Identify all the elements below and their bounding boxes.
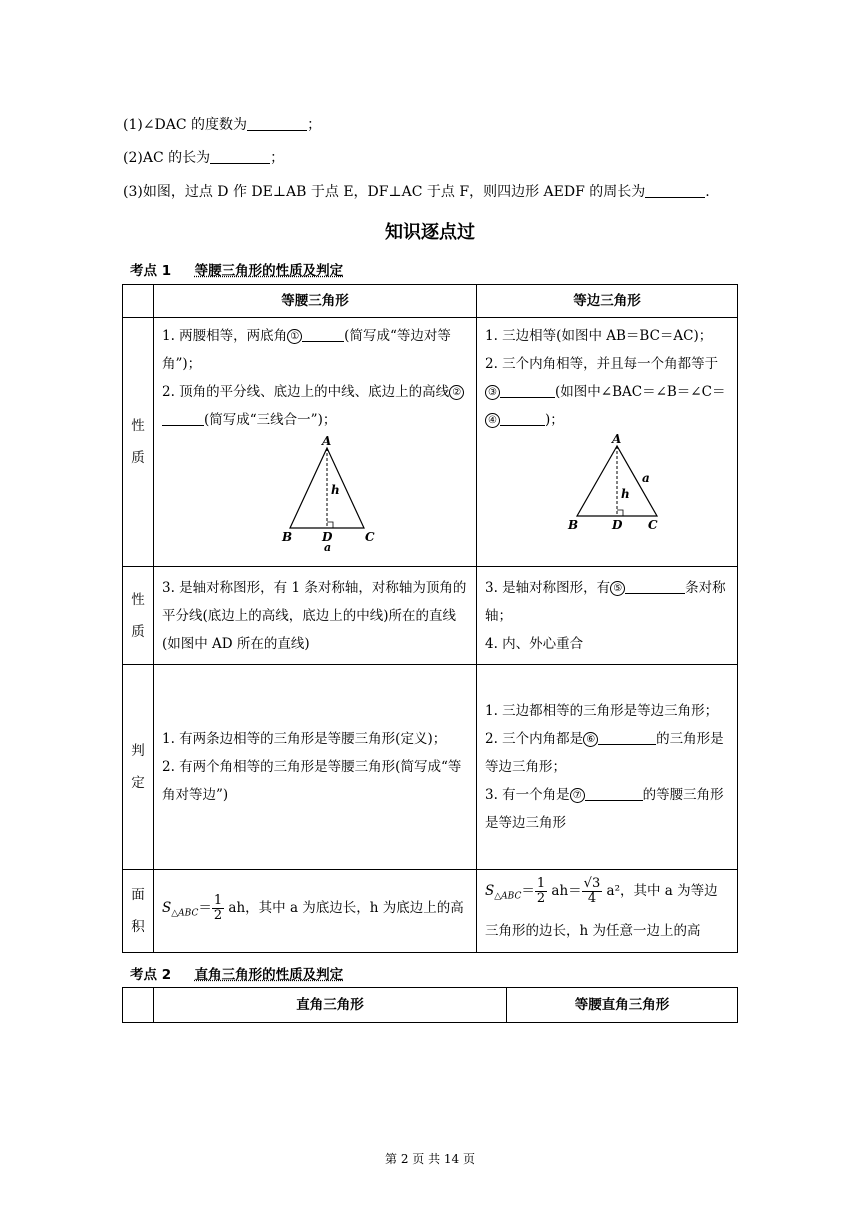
blank-number: ③ <box>485 385 500 400</box>
numerator: √3 <box>583 876 601 891</box>
numerator: 1 <box>213 893 223 908</box>
isosceles-property-1 <box>162 322 468 378</box>
label-a-vertex: A <box>612 432 622 446</box>
denominator: 2 <box>213 908 223 923</box>
col-header-right-triangle: 直角三角形 <box>154 988 507 1023</box>
label-c-vertex: C <box>365 530 375 544</box>
denominator: 2 <box>536 891 546 906</box>
blank-number: ⑥ <box>583 732 598 747</box>
text: 2. 顶角的平分线、底边上的中线、底边上的高线 <box>162 384 450 400</box>
text: 3. 有一个角是 <box>485 787 570 803</box>
text: 的等腰三角形是等边三角形 <box>485 787 724 831</box>
answer-blank <box>210 149 270 164</box>
equals: ＝ <box>521 883 535 899</box>
text: (简写成“等边对等角”)； <box>162 328 451 372</box>
col-header-isosceles-right-triangle: 等腰直角三角形 <box>507 988 738 1023</box>
answer-blank <box>598 730 656 745</box>
question-suffix: . <box>705 184 710 200</box>
label-side: a <box>642 471 650 485</box>
label-c-vertex: C <box>648 518 658 532</box>
blank-number: ⑦ <box>570 788 585 803</box>
section-title: 知识逐点过 <box>385 222 475 243</box>
row-header-properties-2 <box>123 567 154 665</box>
equilateral-property-3 <box>485 574 729 630</box>
text: (简写成“三线合一”)； <box>204 412 337 428</box>
equals: ＝ <box>198 900 212 916</box>
text: 3. 是轴对称图形，有 <box>485 579 611 596</box>
question-suffix: ； <box>307 117 322 133</box>
equilateral-property-4: 4. 内、外心重合 <box>485 635 584 652</box>
area-subscript: △ABC <box>171 908 199 919</box>
fraction-one-half <box>212 894 224 923</box>
kaodian-title: 直角三角形的性质及判定 <box>194 967 344 983</box>
properties-table <box>122 284 738 953</box>
col-header-isosceles: 等腰三角形 <box>154 285 477 318</box>
row-header-properties <box>123 318 154 567</box>
text: 条对称轴； <box>485 579 726 624</box>
row-header-text: 性质 <box>131 591 145 640</box>
label-d-point: D <box>612 518 623 532</box>
page-footer: 第 2 页 共 14 页 <box>385 1152 475 1166</box>
equilateral-determination-3 <box>485 781 729 837</box>
text: a²，其中 a 为等边三角形的边长，h 为任意一边上的高 <box>485 883 718 939</box>
row-header-determination <box>123 665 154 870</box>
answer-blank <box>645 183 705 198</box>
text: (如图中∠BAC＝∠B＝∠C＝ <box>555 384 726 400</box>
answer-blank <box>585 786 643 801</box>
equilateral-property-2 <box>485 350 729 434</box>
isosceles-determination-2: 2. 有两个角相等的三角形是等腰三角形(简写成“等角对等边”) <box>162 759 462 803</box>
answer-blank <box>500 411 545 426</box>
kaodian-1-heading <box>130 259 343 279</box>
equilateral-symmetry-cell <box>477 567 738 665</box>
isosceles-determination-1: 1. 有两条边相等的三角形是等腰三角形(定义)； <box>162 731 447 747</box>
row-header-area <box>123 870 154 953</box>
label-base: a <box>324 541 332 554</box>
corner-cell <box>123 988 154 1023</box>
row-header-text: 面积 <box>131 886 145 935</box>
label-d-point: D <box>322 530 333 544</box>
equilateral-determination-2 <box>485 725 729 781</box>
isosceles-area-cell <box>154 870 477 953</box>
label-height: h <box>621 487 630 501</box>
equilateral-property-1: 1. 三边相等(如图中 AB＝BC＝AC)； <box>485 328 713 344</box>
isosceles-properties-cell <box>154 318 477 567</box>
area-subscript: △ABC <box>494 891 522 902</box>
kaodian-label: 考点 2 <box>130 967 172 983</box>
kaodian-2-heading <box>130 963 343 983</box>
answer-blank <box>302 327 344 342</box>
question-2 <box>123 147 284 167</box>
fraction-one-half <box>535 877 547 906</box>
corner-cell <box>123 285 154 318</box>
isosceles-determination-cell <box>154 665 477 870</box>
isosceles-property-2 <box>162 378 468 434</box>
kaodian-label: 考点 1 <box>130 263 172 279</box>
equilateral-determination-cell <box>477 665 738 870</box>
right-angle-mark <box>617 510 623 516</box>
isosceles-area-formula <box>162 891 468 931</box>
denominator: 4 <box>587 891 597 906</box>
text: 1. 两腰相等，两底角 <box>162 328 288 344</box>
isosceles-property-3: 3. 是轴对称图形，有 1 条对称轴，对称轴为顶角的平分线(底边上的高线，底边上的中线)所在的直线(如图中 AD 所在的直线) <box>162 579 467 652</box>
blank-number: ② <box>449 385 464 400</box>
text: ah，其中 a 为底边长，h 为底边上的高 <box>224 900 464 916</box>
blank-number: ④ <box>485 413 500 428</box>
answer-blank <box>500 383 555 398</box>
fraction-root3-over-4 <box>582 877 603 906</box>
equilateral-properties-cell <box>477 318 738 567</box>
equilateral-area-cell <box>477 870 738 953</box>
isosceles-symmetry-cell <box>154 567 477 665</box>
question-text: (3)如图，过点 D 作 DE⊥AB 于点 E，DF⊥AC 于点 F，则四边形 AEDF 的周长为 <box>123 184 646 200</box>
text: 的三角形是等边三角形； <box>485 731 724 775</box>
equilateral-determination-1: 1. 三边都相等的三角形是等边三角形； <box>485 703 719 719</box>
blank-number: ⑤ <box>610 581 625 596</box>
label-b-vertex: B <box>282 530 293 544</box>
col-header-equilateral: 等边三角形 <box>477 285 738 318</box>
answer-blank <box>625 579 685 594</box>
label-height: h <box>331 483 340 497</box>
question-text: (2)AC 的长为 <box>123 150 211 166</box>
row-header-text: 性质 <box>131 418 145 466</box>
row-header-text: 判定 <box>131 743 145 791</box>
numerator: 1 <box>536 876 546 891</box>
right-triangle-table <box>122 987 738 1023</box>
equilateral-area-formula <box>485 874 729 948</box>
area-symbol: S <box>162 900 172 916</box>
isosceles-triangle-figure <box>162 434 462 554</box>
answer-blank <box>247 116 307 131</box>
right-angle-mark <box>327 522 333 528</box>
question-text: (1)∠DAC 的度数为 <box>123 117 248 133</box>
question-suffix: ； <box>270 150 285 166</box>
label-b-vertex: B <box>568 518 579 532</box>
question-3 <box>123 181 710 201</box>
blank-number: ① <box>287 329 302 344</box>
text: 2. 三个内角都是 <box>485 731 584 747</box>
label-a-vertex: A <box>322 434 332 448</box>
kaodian-title: 等腰三角形的性质及判定 <box>194 263 344 279</box>
question-1 <box>123 114 321 134</box>
answer-blank <box>162 411 204 426</box>
equilateral-triangle-figure <box>485 434 725 534</box>
area-symbol: S <box>485 883 495 899</box>
text: )； <box>545 412 564 428</box>
text: 2. 三个内角相等，并且每一个角都等于 <box>485 356 719 372</box>
text: ah＝ <box>547 883 582 899</box>
